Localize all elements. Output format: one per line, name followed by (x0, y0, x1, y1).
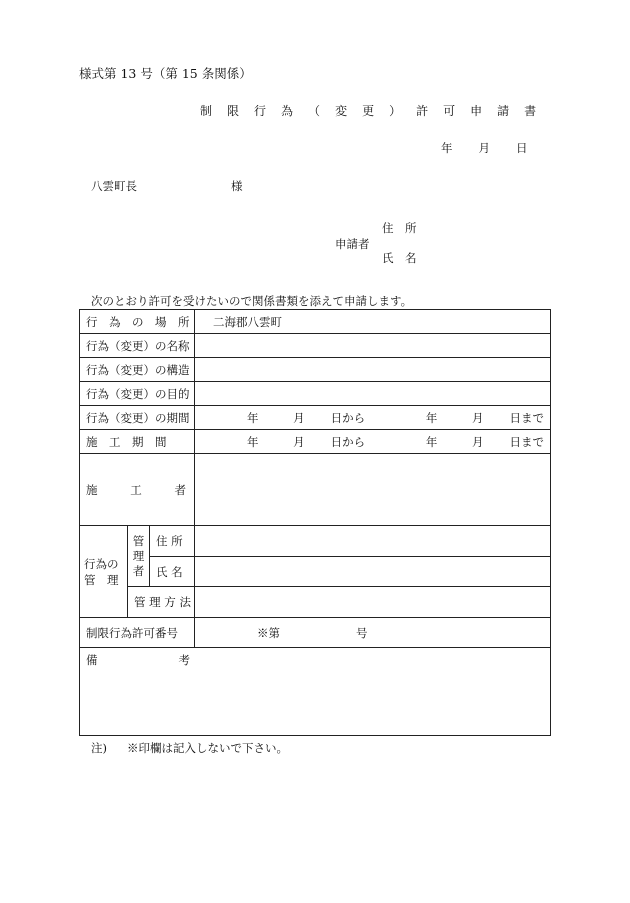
period-end-year: 年 (425, 410, 438, 425)
row-purpose (80, 382, 551, 406)
location-label: 行 為 の 場 所 (80, 310, 195, 334)
row-location (80, 310, 551, 334)
row-construction-period (80, 430, 551, 454)
period-label: 行為（変更）の期間 (80, 406, 195, 430)
manager-label (128, 526, 150, 587)
application-table (79, 309, 551, 736)
contractor-label-c: 者 (174, 482, 186, 497)
contractor-value[interactable] (195, 454, 551, 526)
footnote-text: ※印欄は記入しないで下さい。 (127, 741, 288, 755)
manager-char-3: 者 (132, 563, 145, 578)
applicant-label: 申請者 (335, 237, 370, 251)
management-label (80, 526, 128, 618)
permit-number-value[interactable] (195, 618, 551, 648)
manager-char-1: 管 (132, 533, 145, 548)
period-start-month: 月 (293, 410, 305, 425)
construction-end-month: 月 (471, 434, 484, 449)
date-year: 年 (441, 141, 453, 155)
intro-text: 次のとおり許可を受けたいので関係書類を添えて申請します。 (91, 294, 413, 308)
applicant-name-label: 氏 名 (382, 251, 417, 265)
remarks-label-a: 備 (86, 653, 98, 667)
period-end-day: 日まで (509, 410, 544, 425)
management-method-label: 管 理 方 法 (128, 587, 195, 618)
row-management-method (80, 587, 551, 618)
date-month: 月 (478, 141, 490, 155)
manager-address-value[interactable] (195, 526, 551, 557)
manager-char-2: 理 (132, 548, 145, 563)
period-value[interactable] (195, 406, 551, 430)
row-remarks (80, 648, 551, 736)
name-label: 行為（変更）の名称 (80, 334, 195, 358)
period-start-day: 日から (330, 410, 366, 425)
construction-end-year: 年 (425, 434, 438, 449)
contractor-label-b: 工 (130, 482, 142, 497)
period-end-month: 月 (471, 410, 484, 425)
contractor-label (80, 454, 195, 526)
row-permit-number (80, 618, 551, 648)
document-title: 制 限 行 為 （ 変 更 ） 許 可 申 請 書 (200, 104, 542, 118)
construction-start-month: 月 (293, 434, 305, 449)
manager-name-value[interactable] (195, 557, 551, 587)
row-manager-address (80, 526, 551, 557)
construction-start-day: 日から (330, 434, 366, 449)
permit-number-prefix: ※第 (257, 625, 281, 640)
footnote (91, 740, 288, 756)
permit-number-suffix: 号 (356, 625, 368, 640)
addressee (91, 178, 243, 194)
remarks-cell[interactable] (80, 648, 551, 736)
management-method-value[interactable] (195, 587, 551, 618)
management-label-line1: 行為の (84, 556, 119, 571)
date-day: 日 (516, 141, 528, 155)
purpose-value[interactable] (195, 382, 551, 406)
form-reference: 様式第 13 号（第 15 条関係） (79, 66, 252, 81)
remarks-label-b: 考 (178, 653, 190, 667)
construction-period-value[interactable] (195, 430, 551, 454)
manager-address-label: 住 所 (150, 526, 195, 557)
addressee-name: 八雲町長 (91, 179, 137, 193)
construction-end-day: 日まで (509, 434, 544, 449)
construction-period-label: 施 工 期 間 (80, 430, 195, 454)
name-value[interactable] (195, 334, 551, 358)
permit-number-label: 制限行為許可番号 (80, 618, 195, 648)
addressee-honorific: 様 (231, 179, 243, 193)
structure-value[interactable] (195, 358, 551, 382)
location-value-text: 二海郡八雲町 (213, 314, 283, 329)
footnote-prefix: 注) (91, 741, 107, 755)
contractor-label-a: 施 (86, 482, 98, 497)
applicant-address-label: 住 所 (382, 221, 417, 235)
management-label-line2: 管 理 (84, 572, 119, 587)
period-start-year: 年 (247, 410, 259, 425)
structure-label: 行為（変更）の構造 (80, 358, 195, 382)
applicant-block (335, 220, 435, 266)
row-structure (80, 358, 551, 382)
purpose-label: 行為（変更）の目的 (80, 382, 195, 406)
row-period (80, 406, 551, 430)
row-name (80, 334, 551, 358)
construction-start-year: 年 (247, 434, 259, 449)
row-manager-name (80, 557, 551, 587)
manager-name-label: 氏 名 (150, 557, 195, 587)
location-value[interactable] (195, 310, 551, 334)
row-contractor (80, 454, 551, 526)
date-line (441, 140, 528, 156)
